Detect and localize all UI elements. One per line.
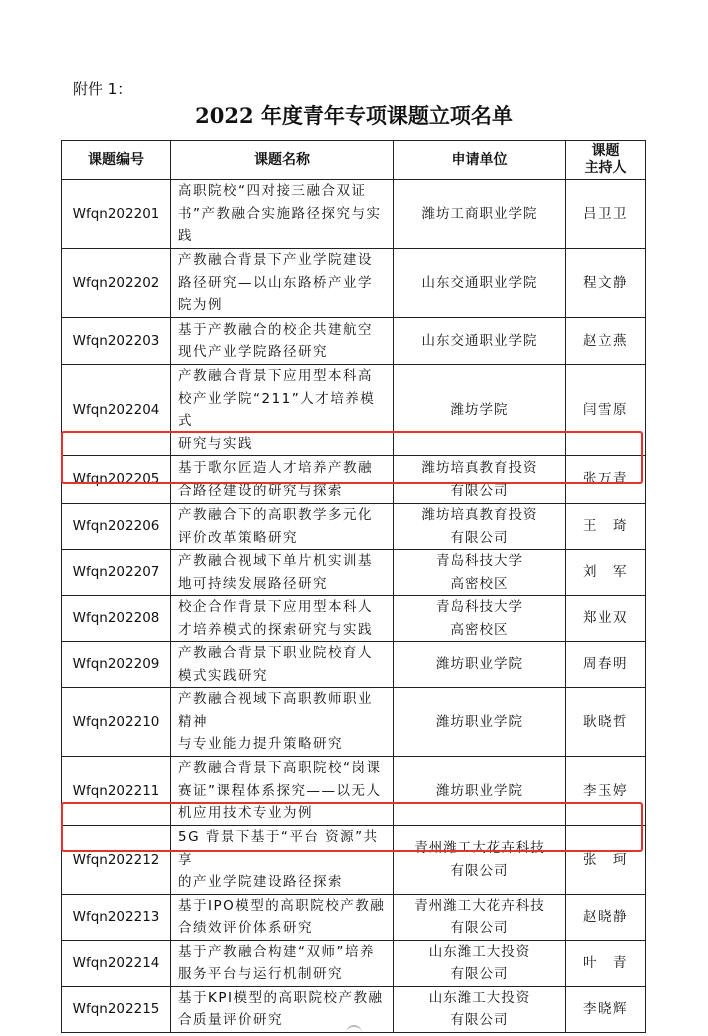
- applicant-unit-line: 青州潍工大花卉科技: [414, 897, 545, 914]
- project-name-line: 路径研究—以山东路桥产业学: [178, 274, 373, 291]
- project-name-line: 模式实践研究: [178, 667, 268, 684]
- header-name: 课题名称: [171, 141, 394, 180]
- applicant-unit: [394, 318, 566, 365]
- project-name: [171, 180, 394, 249]
- project-host: 程文静: [566, 249, 646, 318]
- table-row: [62, 596, 646, 642]
- applicant-unit-line: 潍坊培真教育投资: [421, 507, 538, 523]
- project-code: Wfqn202205: [62, 456, 171, 504]
- project-host: 王 琦: [566, 504, 646, 550]
- table-row: [62, 180, 646, 249]
- project-name-line: 基于IPO模型的高职院校产教融: [178, 897, 386, 914]
- applicant-unit-line: 潍坊工商职业学院: [421, 205, 538, 222]
- project-code: Wfqn202212: [62, 826, 171, 895]
- project-name-line: 服务平台与运行机制研究: [178, 966, 343, 982]
- applicant-unit: [394, 986, 566, 1032]
- applicant-unit: [394, 249, 566, 318]
- project-name-line: 基于产教融合的校企共建航空: [178, 321, 373, 338]
- applicant-unit-line: 山东潍工大投资: [428, 989, 531, 1006]
- project-code: Wfqn202209: [62, 642, 171, 688]
- project-name: [171, 894, 394, 940]
- project-name: [171, 550, 394, 596]
- project-host: 张 珂: [566, 826, 646, 895]
- project-host: 赵晓静: [566, 894, 646, 940]
- project-name-line: 合质量评价研究: [178, 1012, 283, 1028]
- project-name-line: 的产业学院建设路径探索: [178, 874, 343, 890]
- applicant-unit-line: 潍坊职业学院: [436, 782, 523, 799]
- table-row: [62, 940, 646, 986]
- project-name-line: 现代产业学院路径研究: [178, 344, 328, 360]
- project-name-line: 基于产教融合构建“双师”培养: [178, 943, 375, 960]
- project-name: [171, 688, 394, 757]
- table-row: [62, 504, 646, 550]
- project-name-line: 产教融合背景下应用型本科高: [178, 368, 373, 384]
- highlight-box-row-12: [61, 802, 643, 852]
- project-name-line: 机应用技术专业为例: [178, 805, 313, 822]
- project-host: 李晓辉: [566, 986, 646, 1032]
- table-row: [62, 642, 646, 688]
- project-name-line: 地可持续发展路径研究: [178, 575, 328, 592]
- table-row: [62, 894, 646, 940]
- project-host: 叶 青: [566, 940, 646, 986]
- applicant-unit: [394, 642, 566, 688]
- header-code: 课题编号: [62, 141, 171, 180]
- applicant-unit-line: 有限公司: [450, 482, 509, 499]
- applicant-unit-line: 高密校区: [450, 575, 509, 592]
- project-name-line: 校产业学院“211”人才培养模式: [178, 390, 376, 429]
- project-name-line: 书”产教融合实施路径探究与实: [178, 205, 382, 222]
- project-name: [171, 596, 394, 642]
- project-name-line: 评价改革策略研究: [178, 529, 298, 546]
- applicant-unit-line: 有限公司: [450, 1012, 509, 1028]
- applicant-unit: [394, 550, 566, 596]
- project-name-line: 产教融合视域下单片机实训基: [178, 553, 373, 569]
- applicant-unit-line: 有限公司: [450, 529, 509, 546]
- project-name-line: 院为例: [178, 297, 223, 314]
- project-code: Wfqn202214: [62, 940, 171, 986]
- applicant-unit-line: 有限公司: [450, 966, 509, 982]
- applicant-unit: [394, 180, 566, 249]
- project-code: Wfqn202215: [62, 986, 171, 1032]
- project-host: 耿晓哲: [566, 688, 646, 757]
- applicant-unit-line: 潍坊职业学院: [436, 656, 523, 673]
- project-name-line: 产教融合背景下产业学院建设: [178, 252, 373, 269]
- project-code: Wfqn202204: [62, 365, 171, 456]
- applicant-unit: [394, 688, 566, 757]
- table-row: [62, 318, 646, 365]
- project-name-line: 研究与实践: [178, 435, 253, 452]
- project-code: Wfqn202206: [62, 504, 171, 550]
- project-host: 刘 军: [566, 550, 646, 596]
- project-name-line: 赛证”课程体系探究——以无人: [178, 782, 382, 799]
- header-unit: 申请单位: [394, 141, 566, 180]
- header-host-line1: 课题: [591, 143, 620, 159]
- project-name-line: 基于歌尔匠造人才培养产教融: [178, 460, 373, 476]
- applicant-unit: [394, 940, 566, 986]
- project-name-line: 高职院校“四对接三融合双证: [178, 183, 367, 200]
- project-code: Wfqn202211: [62, 757, 171, 826]
- table-row: [62, 249, 646, 318]
- applicant-unit-line: 山东潍工大投资: [428, 943, 531, 960]
- project-name-line: 精神: [178, 713, 208, 730]
- applicant-unit: [394, 894, 566, 940]
- applicant-unit: [394, 596, 566, 642]
- page-curl-mark: [346, 1025, 362, 1036]
- header-host: [566, 141, 646, 180]
- project-name-line: 产教融合下的高职教学多元化: [178, 507, 373, 523]
- project-host: 赵立燕: [566, 318, 646, 365]
- project-code: Wfqn202210: [62, 688, 171, 757]
- project-name-line: 产教融合背景下职业院校育人: [178, 645, 373, 661]
- applicant-unit-line: 潍坊学院: [450, 401, 509, 418]
- project-code: Wfqn202207: [62, 550, 171, 596]
- applicant-unit-line: 山东交通职业学院: [421, 332, 538, 349]
- applicant-unit-line: 潍坊职业学院: [436, 713, 523, 730]
- table-row: [62, 688, 646, 757]
- project-host: 张万青: [566, 456, 646, 504]
- project-name: [171, 642, 394, 688]
- applicant-unit-line: 有限公司: [450, 920, 509, 936]
- project-host: 闫雪原: [566, 365, 646, 456]
- applicant-unit-line: 高密校区: [450, 621, 509, 638]
- applicant-unit-line: 青岛科技大学: [436, 553, 523, 569]
- header-host-line2: 主持人: [584, 160, 627, 176]
- applicant-unit-line: 青州潍工大花卉科技: [414, 840, 545, 857]
- project-name-line: 基于KPI模型的高职院校产教融: [178, 989, 384, 1006]
- project-name: [171, 986, 394, 1032]
- applicant-unit-line: 山东交通职业学院: [421, 274, 538, 291]
- project-name: [171, 318, 394, 365]
- project-host: 郑业双: [566, 596, 646, 642]
- project-code: Wfqn202201: [62, 180, 171, 249]
- project-name-line: 践: [178, 228, 193, 245]
- project-name: [171, 249, 394, 318]
- project-host: 周春明: [566, 642, 646, 688]
- highlight-box-row-5: [61, 431, 643, 484]
- applicant-unit-line: 潍坊培真教育投资: [421, 460, 538, 476]
- attachment-label: 附件 1：: [73, 80, 133, 98]
- project-host: 吕卫卫: [566, 180, 646, 249]
- project-host: 李玉婷: [566, 757, 646, 826]
- project-name-line: 合绩效评价体系研究: [178, 920, 313, 936]
- project-name-line: 校企合作背景下应用型本科人: [178, 599, 373, 615]
- project-code: Wfqn202213: [62, 894, 171, 940]
- applicant-unit: [394, 504, 566, 550]
- project-code: Wfqn202203: [62, 318, 171, 365]
- applicant-unit-line: 有限公司: [450, 862, 509, 879]
- table-row: [62, 550, 646, 596]
- project-name-line: 5G 背景下基于“平台 资源”共享: [178, 829, 379, 868]
- applicant-unit-line: 青岛科技大学: [436, 599, 523, 615]
- project-name-line: 产教融合视域下高职教师职业: [178, 691, 373, 708]
- project-name-line: 合路径建设的研究与探索: [178, 482, 343, 499]
- project-code: Wfqn202208: [62, 596, 171, 642]
- project-name-line: 才培养模式的探索研究与实践: [178, 621, 373, 638]
- table-header-row: [62, 141, 646, 180]
- document-title: 2022 年度青年专项课题立项名单: [195, 103, 513, 128]
- project-code: Wfqn202202: [62, 249, 171, 318]
- project-list-table: [61, 140, 646, 1033]
- project-name: [171, 504, 394, 550]
- project-name: [171, 940, 394, 986]
- project-name-line: 与专业能力提升策略研究: [178, 736, 343, 753]
- project-name-line: 产教融合背景下高职院校“岗课: [178, 760, 382, 777]
